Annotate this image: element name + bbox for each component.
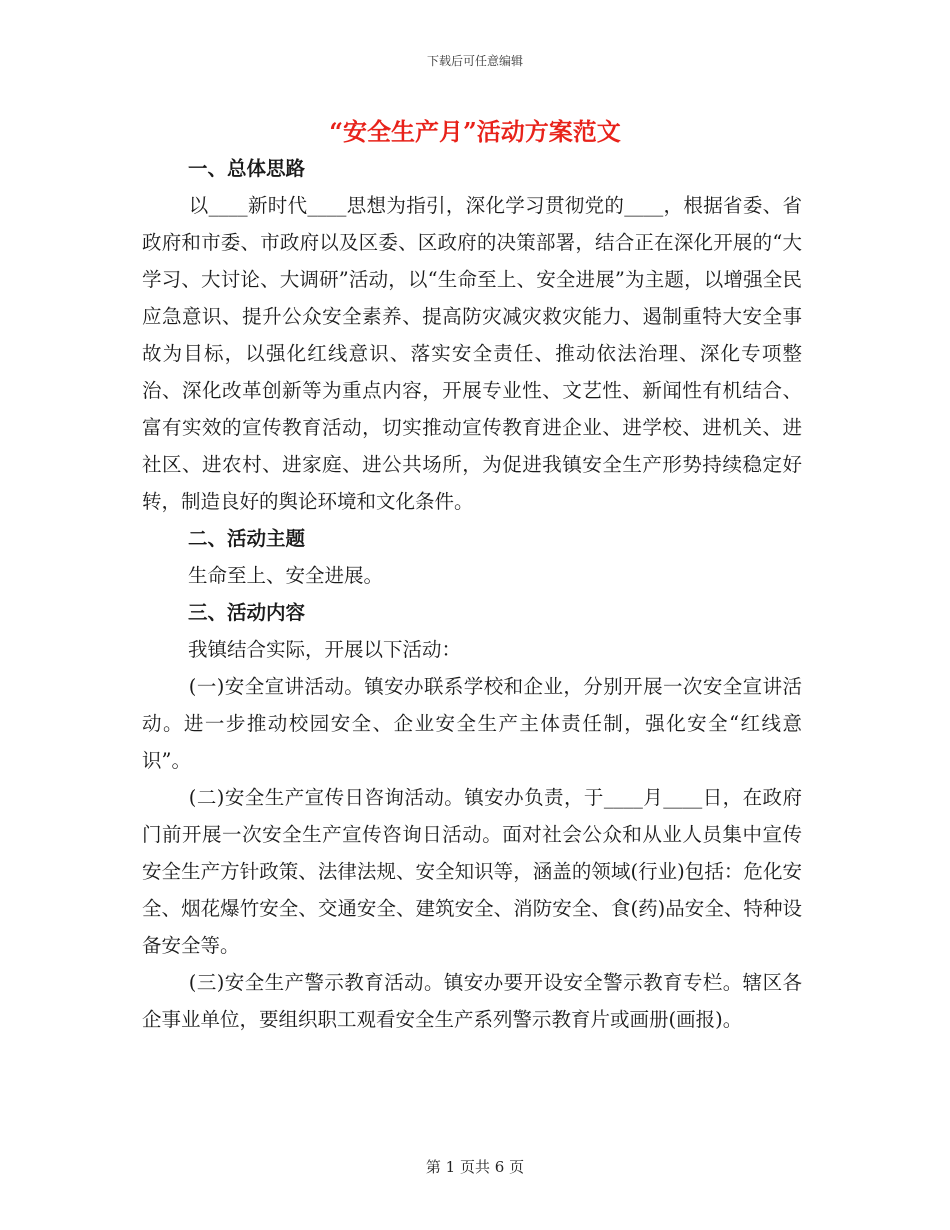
- section-2-paragraph: 生命至上、安全进展。: [188, 564, 384, 587]
- page-header-note: 下载后可任意编辑: [426, 54, 523, 68]
- section-1-paragraph: 以____新时代____思想为指引，深化学习贯彻党的____，根据省委、省政府和市委、市政府以及区委、区政府的决策部署，结合正在深化开展的“大学习、大讨论、大调研”活动，以“生命至上、安全进展”为主题，以增强全民应急意识、提升公众安全素养、提高防灾减灾救灾能力、遏制重特大安全事故为目标，以强化红线意识、落实安全责任、推动依法治理、深化专项整治、深化改革创新等为重点内容，开展专业性、文艺性、新闻性有机结合、富有实效的宣传教育活动，切实推动宣传教育进企业、进学校、进机关、进社区、进农村、进家庭、进公共场所，为促进我镇安全生产形势持续稳定好转，制造良好的舆论环境和文化条件。: [142, 194, 802, 513]
- section-3-item-1: (一)安全宣讲活动。镇安办联系学校和企业，分别开展一次安全宣讲活动。进一步推动校园安全、企业安全生产主体责任制，强化安全“红线意识”。: [142, 675, 802, 772]
- document-body: [142, 150, 802, 1038]
- document-title: “安全生产月”活动方案范文: [329, 117, 621, 146]
- section-heading-2: 二、活动主题: [188, 527, 306, 550]
- section-3-item-3: (三)安全生产警示教育活动。镇安办要开设安全警示教育专栏。辖区各企事业单位，要组织职工观看安全生产系列警示教育片或画册(画报)。: [142, 971, 802, 1031]
- section-3-item-2: (二)安全生产宣传日咨询活动。镇安办负责，于____月____日，在政府门前开展一次安全生产宣传咨询日活动。面对社会公众和从业人员集中宣传安全生产方针政策、法律法规、安全知识等，涵盖的领域(行业)包括：危化安全、烟花爆竹安全、交通安全、建筑安全、消防安全、食(药)品安全、特种设备安全等。: [142, 786, 802, 957]
- section-heading-3: 三、活动内容: [188, 601, 306, 624]
- section-heading-1: 一、总体思路: [188, 157, 306, 180]
- section-3-intro: 我镇结合实际，开展以下活动：: [188, 638, 462, 661]
- page-footer-number: 第 1 页共 6 页: [425, 1158, 525, 1176]
